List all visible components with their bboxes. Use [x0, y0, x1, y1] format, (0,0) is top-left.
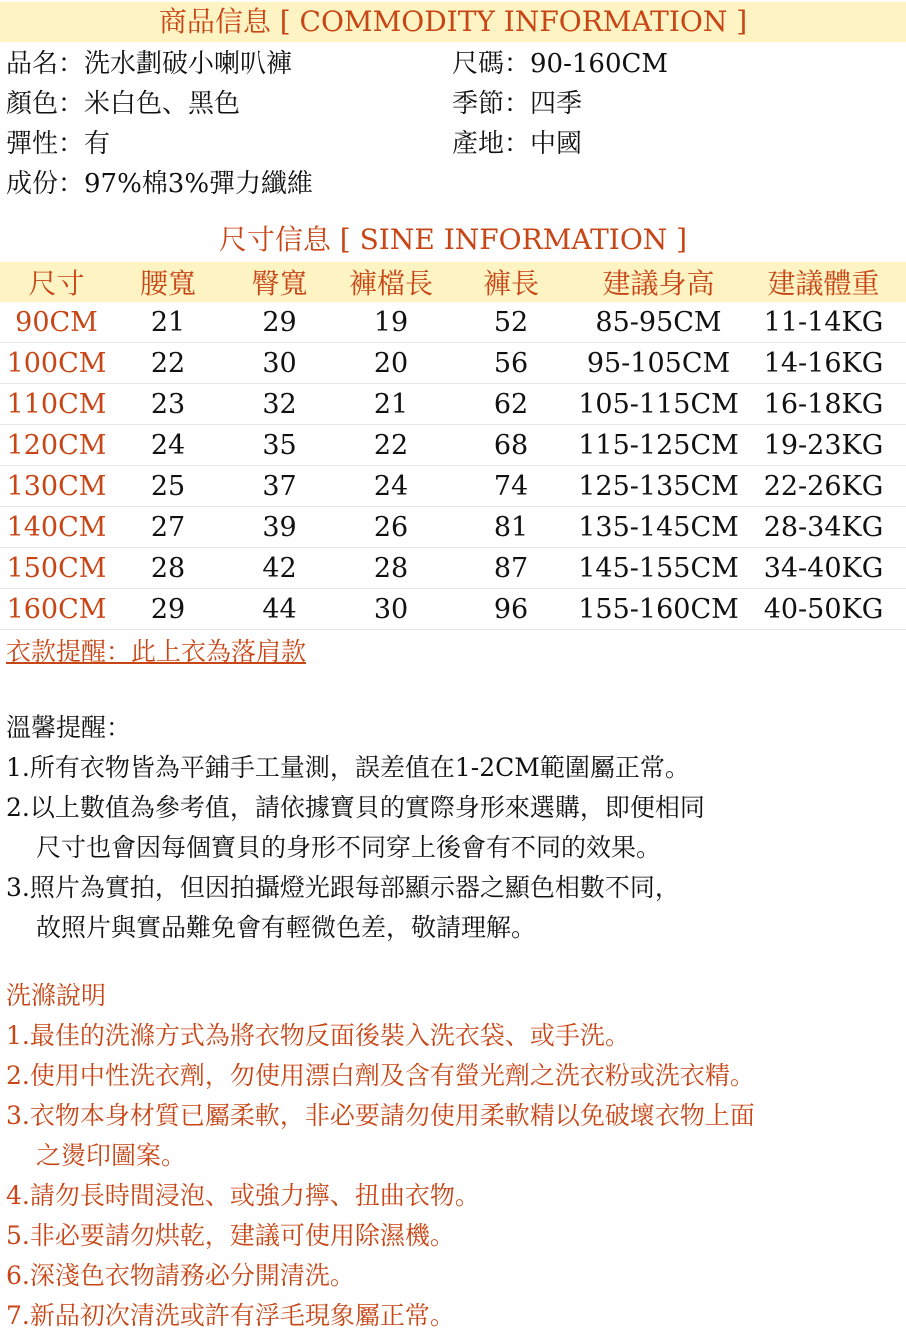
style-reminder: 衣款提醒：此上衣為落肩款	[6, 637, 307, 666]
table-cell: 14-16KG	[741, 343, 906, 384]
table-row	[0, 548, 906, 589]
table-row	[0, 466, 906, 507]
table-cell: 62	[446, 384, 576, 425]
warm-tip-line: 3.照片為實拍，但因拍攝燈光跟每部顯示器之顯色相數不同，	[6, 873, 680, 902]
table-cell: 32	[223, 384, 336, 425]
table-cell: 19	[336, 302, 446, 343]
table-cell: 85-95CM	[576, 302, 741, 343]
table-cell: 22-26KG	[741, 466, 906, 507]
product-name: 品名：洗水劃破小喇叭褲	[6, 49, 293, 79]
product-size-range: 尺碼：90-160CM	[452, 49, 669, 79]
table-cell: 30	[336, 589, 446, 630]
table-cell: 20	[336, 343, 446, 384]
product-season: 季節：四季	[452, 89, 583, 119]
table-cell: 110CM	[0, 384, 113, 425]
washing-line: 7.新品初次清洗或許有浮毛現象屬正常。	[6, 1301, 455, 1330]
warm-tip-line: 2.以上數值為參考值，請依據寶貝的實際身形來選購，即便相同	[6, 793, 705, 822]
table-cell: 16-18KG	[741, 384, 906, 425]
product-origin: 產地：中國	[452, 129, 583, 159]
washing-line: 6.深淺色衣物請務必分開清洗。	[6, 1261, 355, 1290]
warm-tips-title: 溫馨提醒：	[6, 713, 132, 742]
table-cell: 100CM	[0, 343, 113, 384]
header-weight: 建議體重	[741, 262, 906, 302]
table-cell: 87	[446, 548, 576, 589]
table-cell: 24	[336, 466, 446, 507]
table-cell: 19-23KG	[741, 425, 906, 466]
washing-title: 洗滌說明	[6, 981, 107, 1010]
table-row	[0, 302, 906, 343]
table-cell: 125-135CM	[576, 466, 741, 507]
product-elasticity: 彈性：有	[6, 129, 111, 159]
table-cell: 42	[223, 548, 336, 589]
warm-tip-line: 尺寸也會因每個寶貝的身形不同穿上後會有不同的效果。	[36, 833, 662, 862]
table-cell: 96	[446, 589, 576, 630]
table-cell: 160CM	[0, 589, 113, 630]
table-cell: 52	[446, 302, 576, 343]
table-cell: 30	[223, 343, 336, 384]
table-cell: 26	[336, 507, 446, 548]
table-cell: 81	[446, 507, 576, 548]
header-height: 建議身高	[576, 262, 741, 302]
table-cell: 155-160CM	[576, 589, 741, 630]
header-waist: 腰寬	[113, 262, 223, 302]
table-cell: 22	[336, 425, 446, 466]
size-table	[0, 262, 906, 630]
table-cell: 24	[113, 425, 223, 466]
table-cell: 27	[113, 507, 223, 548]
washing-line: 5.非必要請勿烘乾，建議可使用除濕機。	[6, 1221, 455, 1250]
warm-tip-line: 故照片與實品難免會有輕微色差，敬請理解。	[36, 913, 537, 942]
table-cell: 105-115CM	[576, 384, 741, 425]
table-cell: 39	[223, 507, 336, 548]
washing-line: 3.衣物本身材質已屬柔軟，非必要請勿使用柔軟精以免破壞衣物上面	[6, 1101, 755, 1130]
table-cell: 29	[113, 589, 223, 630]
table-row	[0, 384, 906, 425]
warm-tips	[6, 708, 705, 948]
size-table-header	[0, 262, 906, 302]
table-cell: 35	[223, 425, 336, 466]
table-cell: 11-14KG	[741, 302, 906, 343]
table-cell: 130CM	[0, 466, 113, 507]
table-cell: 28-34KG	[741, 507, 906, 548]
warm-tip-line: 1.所有衣物皆為平鋪手工量測，誤差值在1-2CM範圍屬正常。	[6, 753, 690, 782]
table-cell: 140CM	[0, 507, 113, 548]
washing-line: 2.使用中性洗衣劑，勿使用漂白劑及含有螢光劑之洗衣粉或洗衣精。	[6, 1061, 755, 1090]
table-cell: 28	[113, 548, 223, 589]
table-cell: 21	[113, 302, 223, 343]
table-cell: 150CM	[0, 548, 113, 589]
table-cell: 22	[113, 343, 223, 384]
table-cell: 34-40KG	[741, 548, 906, 589]
product-composition: 成份：97%棉3%彈力纖維	[6, 169, 314, 199]
table-cell: 23	[113, 384, 223, 425]
table-cell: 95-105CM	[576, 343, 741, 384]
table-row	[0, 507, 906, 548]
table-cell: 44	[223, 589, 336, 630]
table-row	[0, 343, 906, 384]
header-size: 尺寸	[0, 262, 113, 302]
washing-line: 1.最佳的洗滌方式為將衣物反面後裝入洗衣袋、或手洗。	[6, 1021, 630, 1050]
table-cell: 28	[336, 548, 446, 589]
table-cell: 25	[113, 466, 223, 507]
table-cell: 74	[446, 466, 576, 507]
header-hip: 臀寬	[223, 262, 336, 302]
washing-line: 4.請勿長時間浸泡、或強力擰、扭曲衣物。	[6, 1181, 480, 1210]
table-row	[0, 589, 906, 630]
table-cell: 120CM	[0, 425, 113, 466]
table-cell: 90CM	[0, 302, 113, 343]
size-info-heading: 尺寸信息 [ SINE INFORMATION ]	[218, 223, 688, 256]
table-cell: 40-50KG	[741, 589, 906, 630]
header-length: 褲長	[446, 262, 576, 302]
table-cell: 21	[336, 384, 446, 425]
washing-instructions	[6, 976, 755, 1336]
table-cell: 68	[446, 425, 576, 466]
commodity-heading: 商品信息 [ COMMODITY INFORMATION ]	[0, 2, 906, 42]
table-row	[0, 425, 906, 466]
table-cell: 145-155CM	[576, 548, 741, 589]
table-cell: 56	[446, 343, 576, 384]
table-cell: 135-145CM	[576, 507, 741, 548]
table-cell: 115-125CM	[576, 425, 741, 466]
table-cell: 29	[223, 302, 336, 343]
product-color: 顏色：米白色、黑色	[6, 89, 241, 119]
header-rise: 褲檔長	[336, 262, 446, 302]
washing-line: 之燙印圖案。	[36, 1141, 187, 1170]
table-cell: 37	[223, 466, 336, 507]
